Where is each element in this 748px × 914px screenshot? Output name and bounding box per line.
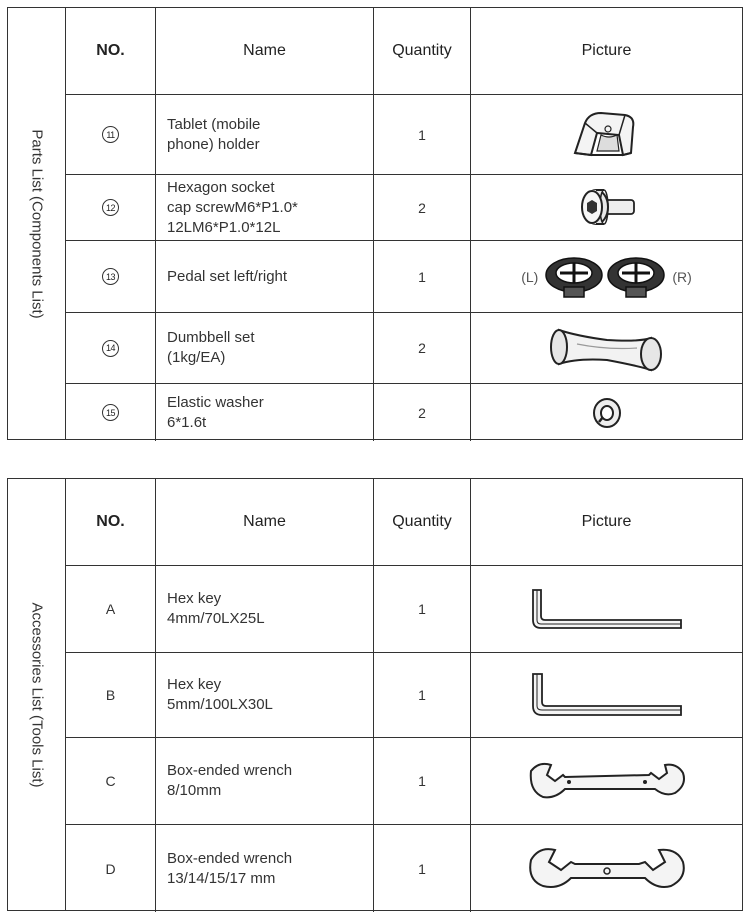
row-quantity: 1: [418, 860, 426, 877]
row-quantity: 1: [418, 268, 426, 285]
header-no: NO.: [96, 42, 125, 59]
wrench-small-icon: [527, 759, 687, 803]
parts-side-label: [8, 8, 66, 439]
row-name: Dumbbell set (1kg/EA): [167, 329, 255, 366]
pedal-left-label: (L): [521, 268, 539, 285]
header-quantity: Quantity: [392, 513, 452, 530]
dumbbell-icon: [547, 320, 667, 376]
row-quantity: 1: [418, 126, 426, 143]
hex-key-small-icon: [527, 586, 687, 632]
hex-screw-icon: [572, 185, 642, 231]
row-number: C: [105, 773, 116, 789]
row-number: B: [105, 687, 116, 703]
pedal-right-label: (R): [672, 268, 692, 285]
row-number: 14: [102, 340, 119, 357]
accessories-table: [7, 478, 743, 911]
parts-table: [7, 7, 743, 440]
accessories-title: Accessories List (Tools List): [28, 601, 45, 788]
tablet-holder-icon: [567, 105, 647, 165]
row-quantity: 2: [418, 340, 426, 356]
parts-title: Parts List (Components List): [28, 128, 45, 319]
row-quantity: 2: [418, 404, 426, 421]
accessories-side-label: [8, 479, 66, 910]
table-row: [66, 653, 742, 738]
accessories-header-row: [66, 479, 742, 566]
hex-key-large-icon: [527, 670, 687, 720]
table-row: [66, 95, 742, 175]
row-name: Tablet (mobile phone) holder: [167, 115, 261, 153]
header-quantity: Quantity: [392, 42, 452, 59]
row-number: 12: [102, 199, 119, 216]
row-name: Hexagon socket cap screwM6*P1.0* 12LM6*P1.0*12L: [167, 178, 298, 236]
wrench-large-icon: [527, 844, 687, 894]
row-quantity: 1: [418, 773, 426, 789]
table-row: [66, 313, 742, 384]
parts-header-row: [66, 8, 742, 95]
table-row: [66, 175, 742, 241]
header-picture: Picture: [581, 513, 632, 530]
row-name: Elastic washer 6*1.6t: [167, 393, 264, 431]
pedal-set-icon: [542, 251, 668, 303]
table-row: [66, 241, 742, 313]
table-row: [66, 384, 742, 441]
row-quantity: 1: [418, 601, 426, 617]
header-no: NO.: [96, 513, 125, 530]
row-name: Box-ended wrench 13/14/15/17 mm: [167, 849, 293, 887]
row-number: 11: [102, 126, 119, 143]
header-picture: Picture: [581, 42, 632, 59]
table-row: [66, 566, 742, 653]
row-quantity: 1: [418, 687, 426, 703]
row-name: Hex key 5mm/100LX30L: [167, 676, 273, 713]
row-name: Hex key 4mm/70LX25L: [167, 590, 265, 627]
row-number: D: [105, 860, 116, 877]
row-number: 13: [102, 268, 119, 285]
table-row: [66, 738, 742, 825]
row-number: A: [105, 601, 116, 617]
row-name: Box-ended wrench 8/10mm: [167, 762, 293, 799]
washer-icon: [590, 396, 624, 430]
header-name: Name: [243, 42, 286, 59]
row-number: 15: [102, 404, 119, 421]
row-name: Pedal set left/right: [167, 267, 288, 285]
header-name: Name: [243, 513, 286, 530]
table-row: [66, 825, 742, 912]
row-quantity: 2: [418, 199, 426, 216]
